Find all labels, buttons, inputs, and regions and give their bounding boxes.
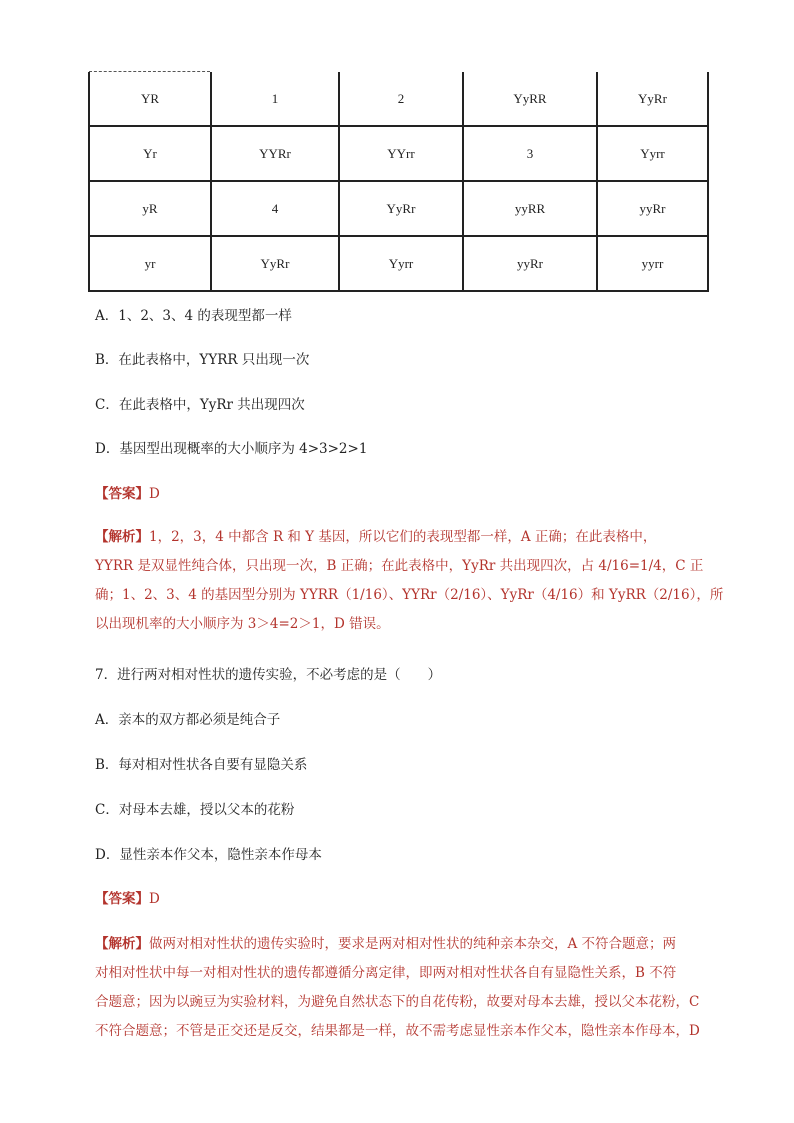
q7-option-c: C．对母本去雄，授以父本的花粉 xyxy=(95,802,295,818)
table-cell: yyRR xyxy=(463,181,597,236)
table-cell: 2 xyxy=(339,72,463,126)
table-cell: YYRr xyxy=(211,126,339,181)
q6-option-c: C．在此表格中，YyRr 共出现四次 xyxy=(95,397,305,413)
table-cell: YYrr xyxy=(339,126,463,181)
table-cell: 3 xyxy=(463,126,597,181)
q6-option-b: B．在此表格中，YYRR 只出现一次 xyxy=(95,352,310,368)
table-cell: Yyrr xyxy=(597,126,708,181)
table-cell: YyRr xyxy=(211,236,339,291)
table-cell: 1 xyxy=(211,72,339,126)
q6-option-d: D．基因型出现概率的大小顺序为 4>3>2>1 xyxy=(95,441,368,457)
table-cell: Yyrr xyxy=(339,236,463,291)
table-row xyxy=(89,236,708,291)
table-cell: YyRr xyxy=(597,72,708,126)
q6-analysis-line-3: 确；1、2、3、4 的基因型分别为 YYRR（1/16）、YYRr（2/16）、YyRr（4/16）和 YyRR（2/16），所 xyxy=(95,587,724,603)
q6-answer-label: 【答案】 xyxy=(95,486,149,502)
table-cell: 4 xyxy=(211,181,339,236)
punnett-table-body xyxy=(89,72,708,291)
table-row xyxy=(89,126,708,181)
table-cell: Yr xyxy=(89,126,211,181)
table-cell: yyRr xyxy=(463,236,597,291)
q7-option-d: D．显性亲本作父本，隐性亲本作母本 xyxy=(95,847,322,863)
q7-answer xyxy=(95,889,160,909)
q7-analysis-line-4: 不符合题意；不管是正交还是反交，结果都是一样，故不需考虑显性亲本作父本，隐性亲本作母本，D xyxy=(95,1023,700,1039)
q7-answer-value: D xyxy=(149,891,160,907)
q7-analysis-line-1: 做两对相对性状的遗传实验时，要求是两对相对性状的纯种亲本杂交，A 不符合题意；两 xyxy=(149,936,677,952)
q7-answer-label: 【答案】 xyxy=(95,891,149,907)
q6-analysis xyxy=(95,523,725,639)
q7-question: 7．进行两对相对性状的遗传实验，不必考虑的是（ ） xyxy=(95,667,442,683)
table-cell: yR xyxy=(89,181,211,236)
q6-analysis-line-1: 1，2，3，4 中都含 R 和 Y 基因，所以它们的表现型都一样，A 正确；在此表格中， xyxy=(149,529,657,545)
q7-option-b: B．每对相对性状各自要有显隐关系 xyxy=(95,757,308,773)
punnett-table xyxy=(88,72,709,292)
table-row xyxy=(89,181,708,236)
q7-option-a: A．亲本的双方都必须是纯合子 xyxy=(95,712,281,728)
q7-analysis-line-3: 合题意；因为以豌豆为实验材料，为避免自然状态下的自花传粉，故要对母本去雄，授以父本花粉，C xyxy=(95,994,700,1010)
table-cell: YyRr xyxy=(339,181,463,236)
q6-answer xyxy=(95,484,160,504)
table-cell: yyRr xyxy=(597,181,708,236)
q6-answer-value: D xyxy=(149,486,160,502)
q7-analysis-label: 【解析】 xyxy=(95,936,149,952)
table-cell: yyrr xyxy=(597,236,708,291)
q7-analysis-line-2: 对相对性状中每一对相对性状的遗传都遵循分离定律，即两对相对性状各自有显隐性关系，B 不符 xyxy=(95,965,677,981)
table-row xyxy=(89,72,708,126)
q7-analysis xyxy=(95,930,725,1046)
table-cell: YR xyxy=(89,72,211,126)
q6-analysis-line-2: YYRR 是双显性纯合体，只出现一次，B 正确；在此表格中，YyRr 共出现四次，占 4/16=1/4，C 正 xyxy=(95,558,704,574)
q6-analysis-label: 【解析】 xyxy=(95,529,149,545)
table-cell: YyRR xyxy=(463,72,597,126)
table-cell: yr xyxy=(89,236,211,291)
q6-option-a: A．1、2、3、4 的表现型都一样 xyxy=(95,308,292,324)
q6-analysis-line-4: 以出现机率的大小顺序为 3＞4=2＞1，D 错误。 xyxy=(95,616,390,632)
